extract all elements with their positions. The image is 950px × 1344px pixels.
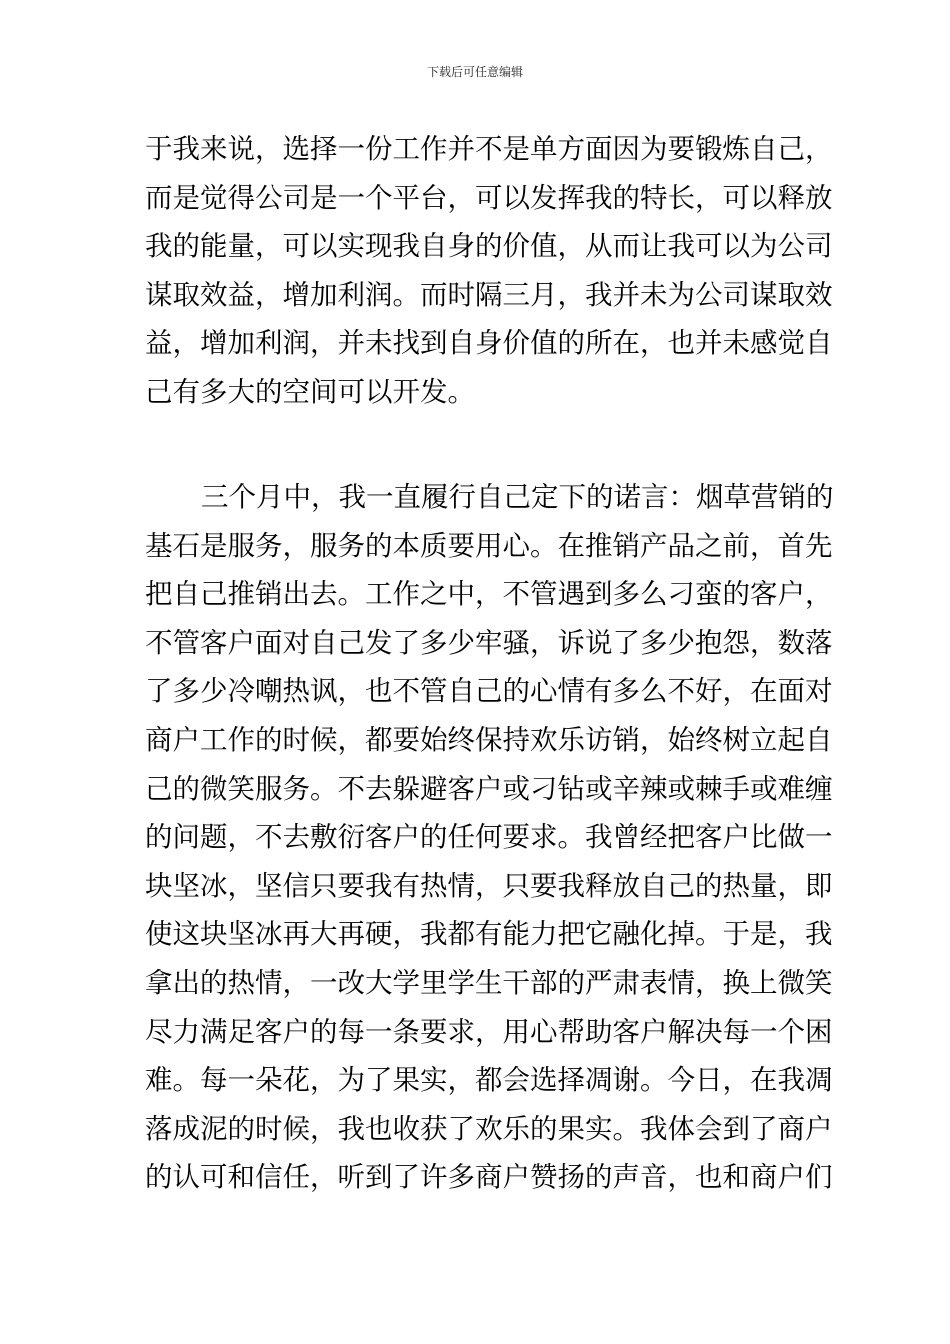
text-line: 己有多大的空间可以开发。 <box>145 375 475 408</box>
text-line: 拿出的热情，一改大学里学生干部的严肃表情，换上微笑 <box>145 966 833 999</box>
text-line: 三个月中，我一直履行自己定下的诺言：烟草营销的 <box>201 481 834 513</box>
text-line: 把自己推销出去。工作之中，不管遇到多么刁蛮的客户， <box>145 578 833 611</box>
text-line: 而是觉得公司是一个平台，可以发挥我的特长，可以释放 <box>145 181 833 214</box>
text-line: 的问题，不去敷衍客户的任何要求。我曾经把客户比做一 <box>145 821 833 854</box>
text-line: 尽力满足客户的每一条要求，用心帮助客户解决每一个困 <box>145 1015 833 1048</box>
text-line: 块坚冰，坚信只要我有热情，只要我释放自己的热量，即 <box>145 869 833 902</box>
text-line: 难。每一朵花，为了果实，都会选择凋谢。今日，在我凋 <box>145 1064 833 1097</box>
text-line: 的认可和信任，听到了许多商户赞扬的声音，也和商户们 <box>145 1161 833 1194</box>
text-line: 谋取效益，增加利润。而时隔三月，我并未为公司谋取效 <box>145 278 833 311</box>
text-line: 己的微笑服务。不去躲避客户或刁钻或辛辣或棘手或难缠 <box>145 772 833 805</box>
page-header-note: 下载后可任意编辑 <box>426 65 523 79</box>
text-line: 基石是服务，服务的本质要用心。在推销产品之前，首先 <box>145 529 833 562</box>
text-line: 不管客户面对自己发了多少牢骚，诉说了多少抱怨，数落 <box>145 626 833 659</box>
text-line: 于我来说，选择一份工作并不是单方面因为要锻炼自己， <box>145 133 833 165</box>
text-line: 益，增加利润，并未找到自身价值的所在，也并未感觉自 <box>145 327 833 360</box>
paragraph-1 <box>145 125 833 417</box>
text-line: 落成泥的时候，我也收获了欢乐的果实。我体会到了商户 <box>145 1112 833 1145</box>
text-line: 了多少冷嘲热讽，也不管自己的心情有多么不好，在面对 <box>145 675 833 708</box>
text-line: 商户工作的时候，都要始终保持欢乐访销，始终树立起自 <box>145 723 833 756</box>
paragraph-2 <box>145 473 834 1202</box>
text-line: 使这块坚冰再大再硬，我都有能力把它融化掉。于是，我 <box>145 918 833 951</box>
text-line: 我的能量，可以实现我自身的价值，从而让我可以为公司 <box>145 230 833 263</box>
